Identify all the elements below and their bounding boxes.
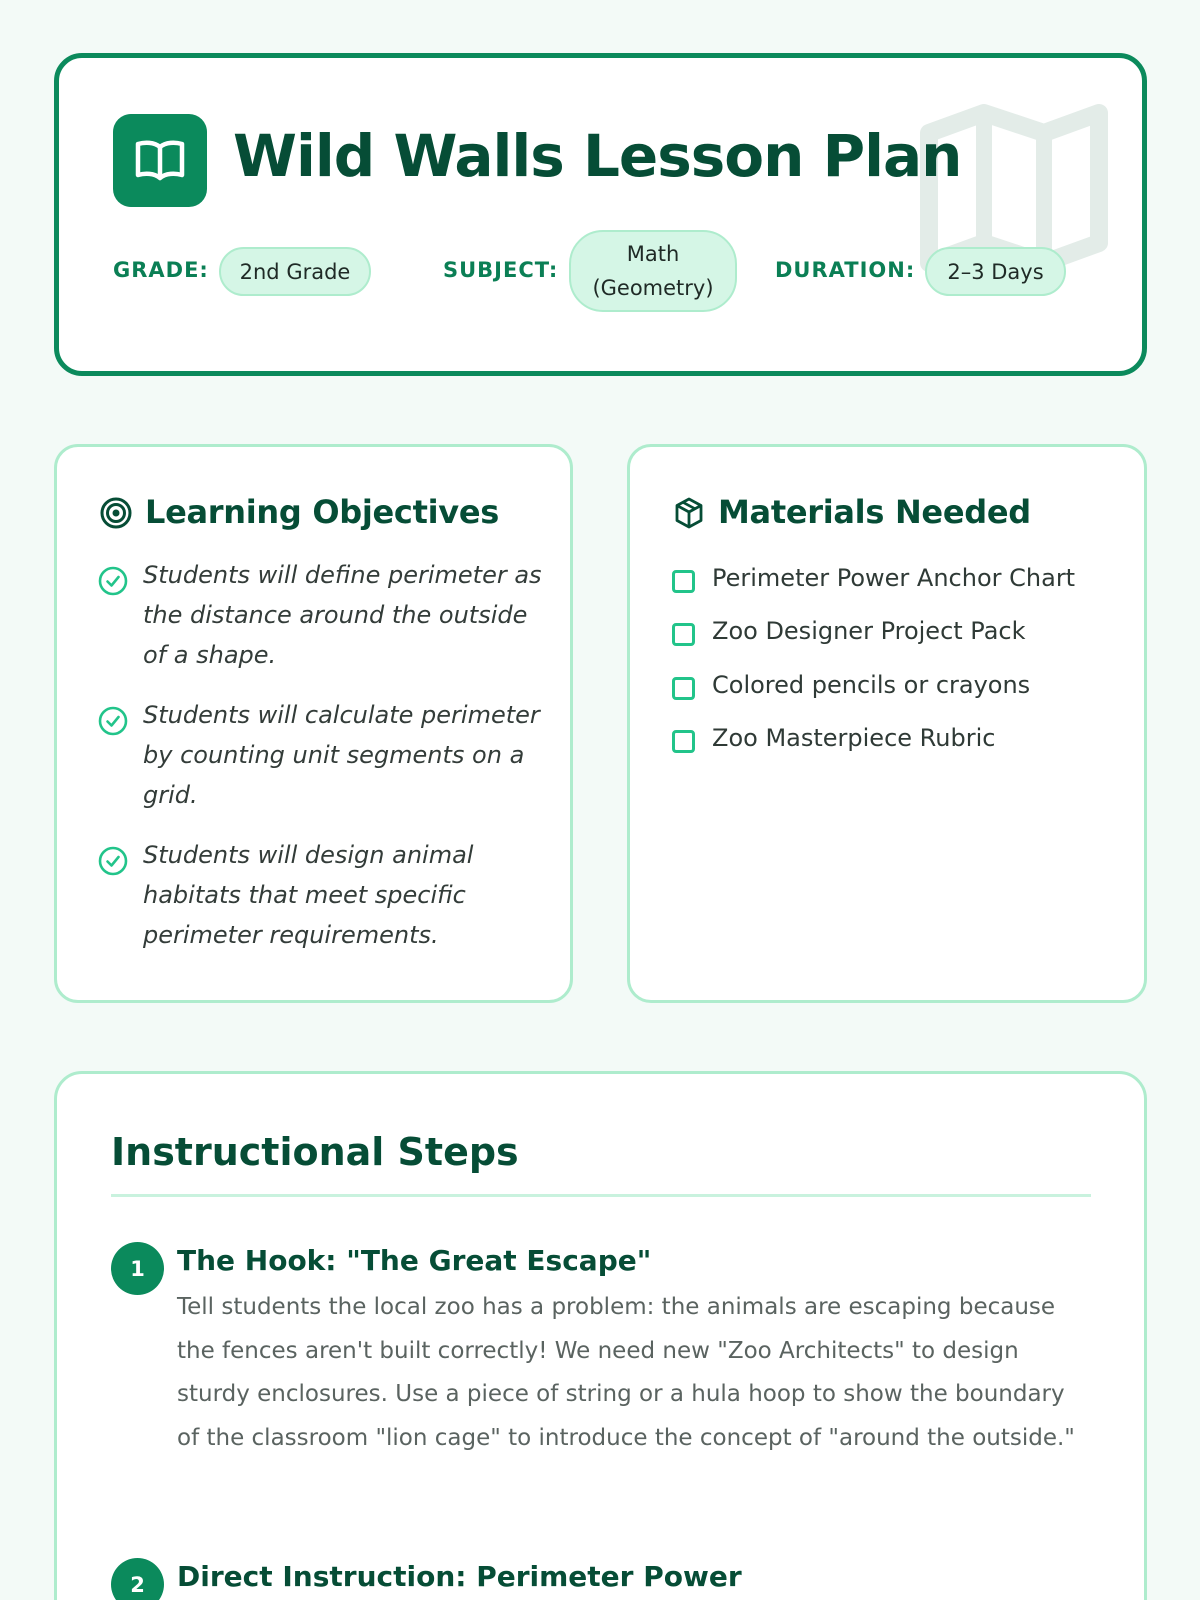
step-description: Tell students the local zoo has a problem: the animals are escaping because the fences aren't built correctly! We need new "Zoo Architects" to design sturdy enclosures. Use a piece of string or a hula hoop to show the boundary of the classroom "lion cage" to introduce the concept of "around the outside." xyxy=(177,1294,1075,1451)
materials-title: Materials Needed xyxy=(718,493,1031,531)
duration-label: DURATION: xyxy=(775,258,916,282)
objective-text: Students will design animal habitats that meet specific perimeter requirements. xyxy=(143,841,474,949)
page-title: Wild Walls Lesson Plan xyxy=(233,122,962,190)
objective-text: Students will calculate perimeter by counting unit segments on a grid. xyxy=(143,701,540,809)
subject-label: SUBJECT: xyxy=(443,258,559,282)
divider xyxy=(111,1194,1091,1197)
check-circle-icon xyxy=(97,705,129,737)
material-label: Zoo Masterpiece Rubric xyxy=(712,724,996,752)
objectives-card xyxy=(54,444,573,1003)
material-checkbox[interactable] xyxy=(672,570,695,593)
grade-badge: 2nd Grade xyxy=(219,247,371,296)
step-title: The Hook: "The Great Escape" xyxy=(177,1244,652,1277)
objectives-title: Learning Objectives xyxy=(145,493,499,531)
check-circle-icon xyxy=(97,845,129,877)
logo-badge xyxy=(113,114,207,207)
open-book-icon xyxy=(134,139,186,183)
package-icon xyxy=(672,496,706,530)
material-label: Perimeter Power Anchor Chart xyxy=(712,564,1076,592)
header-card xyxy=(54,53,1147,376)
step-number-badge: 2 xyxy=(111,1558,164,1600)
materials-card xyxy=(627,444,1147,1003)
check-circle-icon xyxy=(97,565,129,597)
subject-badge: Math (Geometry) xyxy=(569,230,737,312)
step-title: Direct Instruction: Perimeter Power xyxy=(177,1560,742,1593)
material-label: Colored pencils or crayons xyxy=(712,671,1031,699)
objective-text: Students will define perimeter as the distance around the outside of a shape. xyxy=(143,561,542,669)
steps-title: Instructional Steps xyxy=(111,1130,519,1174)
material-label: Zoo Designer Project Pack xyxy=(712,617,1026,645)
grade-label: GRADE: xyxy=(113,258,209,282)
material-checkbox[interactable] xyxy=(672,623,695,646)
steps-card xyxy=(54,1071,1147,1600)
material-checkbox[interactable] xyxy=(672,730,695,753)
duration-badge: 2–3 Days xyxy=(925,247,1066,296)
material-checkbox[interactable] xyxy=(672,677,695,700)
target-icon xyxy=(99,496,133,530)
step-number-badge: 1 xyxy=(111,1242,164,1295)
